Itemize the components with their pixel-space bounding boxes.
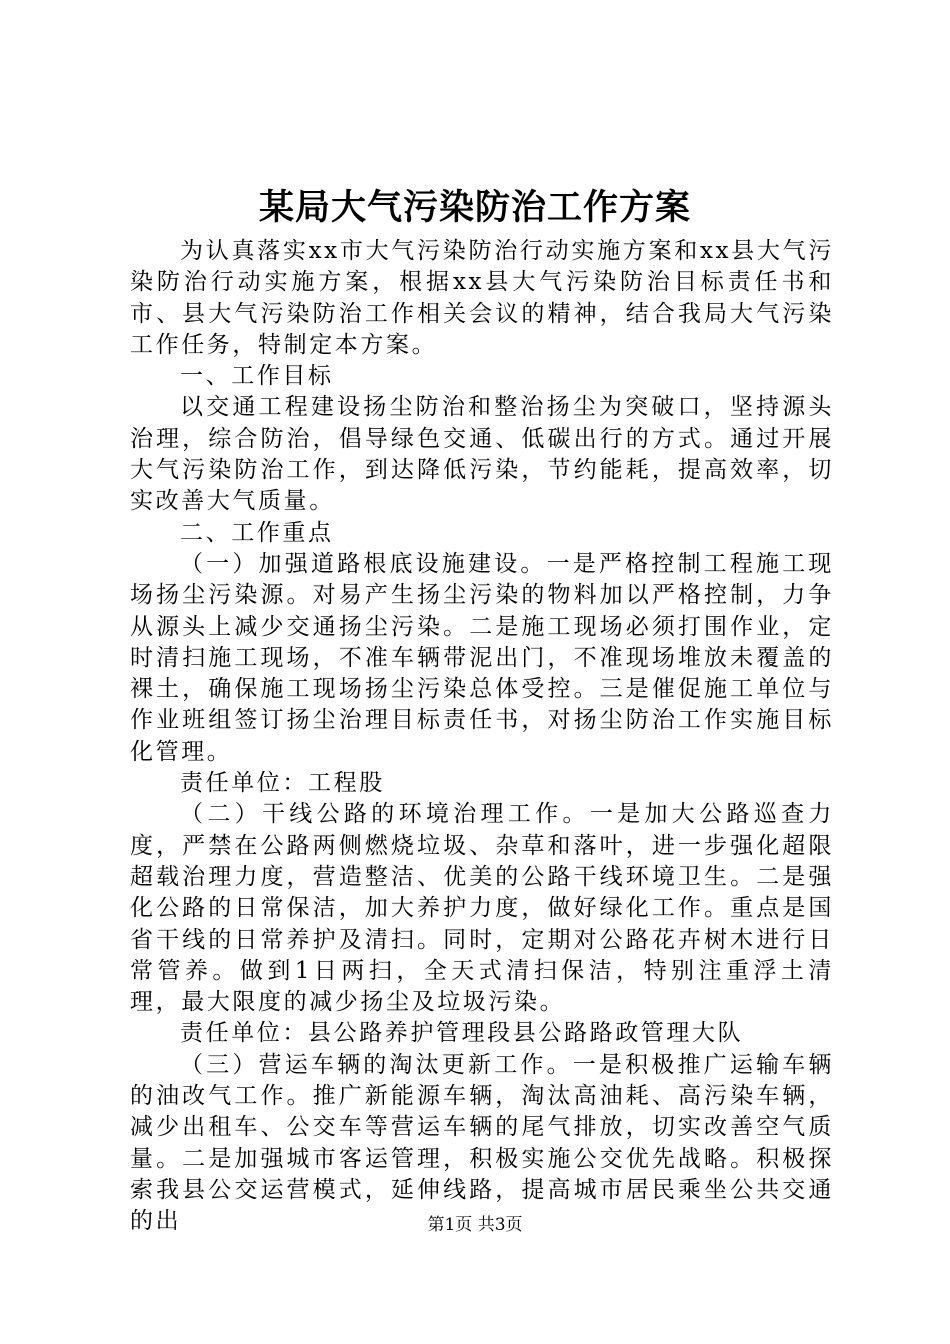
- document-title: 某局大气污染防治工作方案: [258, 187, 691, 228]
- document-body: [130, 236, 834, 1238]
- responsible-unit-1: 责任单位：工程股: [180, 770, 385, 797]
- paragraph-goals: 以交通工程建设扬尘防治和整治扬尘为突破口，坚持源头治理，综合防治，倡导绿色交通、低碳出行的方式。通过开展大气污染防治工作，到达降低污染，节约能耗，提高效率，切实改善大气质量。: [130, 394, 834, 515]
- paragraph-item-3: （三）营运车辆的淘汰更新工作。一是积极推广运输车辆的油改气工作。推广新能源车辆，淘汰高油耗、高污染车辆，减少出租车、公交车等营运车辆的尾气排放，切实改善空气质量。二是加强城市客运管理，积极实施公交优先战略。积极探索我县公交运营模式，延伸线路，提高城市居民乘坐公共交通的出: [130, 1051, 834, 1235]
- responsible-unit-2: 责任单位：县公路养护管理段县公路路政管理大队: [180, 1020, 744, 1047]
- section-heading-focus: 二、工作重点: [180, 519, 334, 546]
- paragraph-item-1: （一）加强道路根底设施建设。一是严格控制工程施工现场扬尘污染源。对易产生扬尘污染的物料加以严格控制，力争从源头上减少交通扬尘污染。二是施工现场必须打围作业，定时清扫施工现场，不准车辆带泥出门，不准现场堆放未覆盖的裸土，确保施工现场扬尘污染总体受控。三是催促施工单位与作业班组签订扬尘治理目标责任书，对扬尘防治工作实施目标化管理。: [130, 550, 834, 765]
- section-heading-goals: 一、工作目标: [180, 363, 334, 390]
- paragraph-item-2: （二）干线公路的环境治理工作。一是加大公路巡查力度，严禁在公路两侧燃烧垃圾、杂草和落叶，进一步强化超限超载治理力度，营造整洁、优美的公路干线环境卫生。二是强化公路的日常保洁，加大养护力度，做好绿化工作。重点是国省干线的日常养护及清扫。同时，定期对公路花卉树木进行日常管养。做到1日两扫，全天式清扫保洁，特别注重浮土清理，最大限度的减少扬尘及垃圾污染。: [130, 801, 834, 1016]
- page-number-footer: 第1页 共3页: [427, 1215, 523, 1235]
- paragraph-intro: 为认真落实xx市大气污染防治行动实施方案和xx县大气污染防治行动实施方案，根据xx县大气污染防治目标责任书和市、县大气污染防治工作相关会议的精神，结合我局大气污染工作任务，特制定本方案。: [130, 238, 834, 358]
